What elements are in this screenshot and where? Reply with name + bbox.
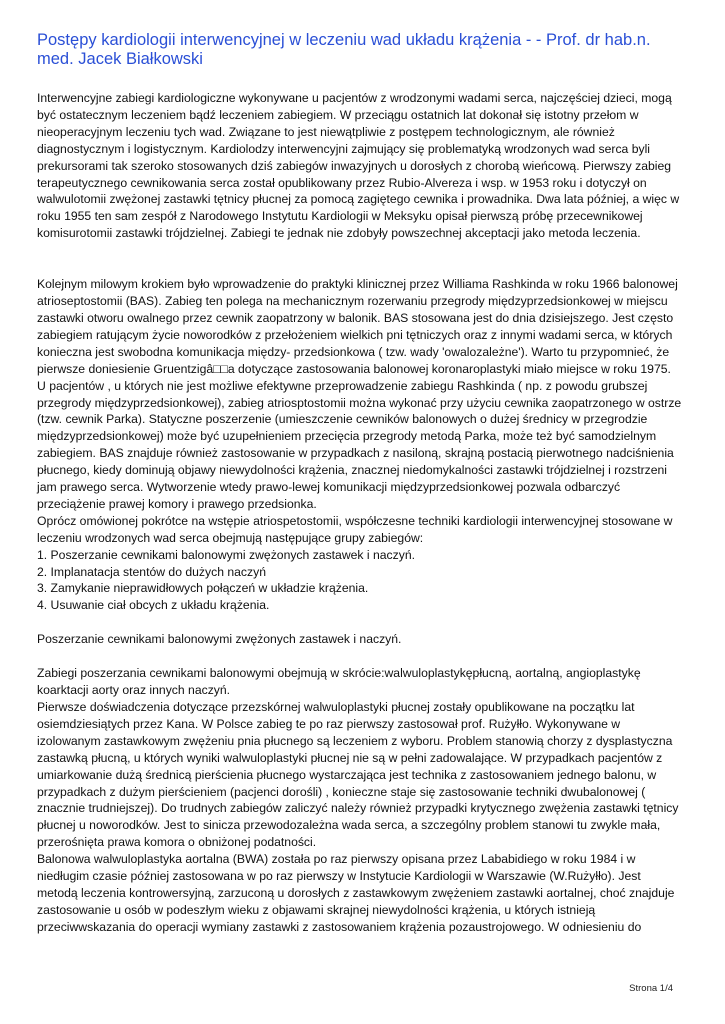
paragraph-balloon-summary: Zabiegi poszerzania cewnikami balonowymi obejmują w skrócie:walwuloplastykępłucną, aortalną, angioplastykę koarktacji aorty oraz innych naczyń.: [37, 666, 641, 698]
paragraph-spacer: [37, 648, 682, 665]
paragraph-spacer: [37, 242, 682, 276]
paragraph-aortic-valvuloplasty: Balonowa walwuloplastyka aortalna (BWA) została po raz pierwszy opisana przez Lababidiego w roku 1984 i w niedługim czasie później zastosowana w po raz pierwszy w Instytucie Kardiologii w Warszawie (W.Rużyłło). Jest metodą leczenia kontrowersyjną, zarzuconą u dorosłych z zastawkowym zwężeniem zastawki aortalnej, choć znajduje zastosowanie u osób w podeszłym wieku z objawami skrajnej niewydolności krążenia, u których istnieją przeciwwskazania do operacji wymiany zastawki z zastosowaniem krążenia pozaustrojowego. W odniesieniu do: [37, 852, 675, 934]
page-title: Postępy kardiologii interwencyjnej w leczeniu wad układu krążenia - - Prof. dr hab.n. med. Jacek Białkowski: [37, 31, 651, 68]
list-item: 3. Zamykanie nieprawidłowych połączeń w układzie krążenia.: [37, 581, 369, 596]
document-body: [37, 90, 682, 936]
list-item: 2. Implanatacja stentów do dużych naczyń: [37, 564, 266, 579]
paragraph-pulmonary-valvuloplasty: Pierwsze doświadczenia dotyczące przezskórnej walwuloplastyki płucnej zostały opublikowane na początku lat osiemdziesiątych przez Kana. W Polsce zabieg te po raz pierwszy zastosował prof. Rużyłło. Wykonywane w izolowanym zastawkowym zwężeniu pnia płucnego są leczeniem z wyboru. Problem stanowią chorzy z dysplastyczna zastawką płucną, u których wyniki walwuloplastyki płucnej nie są w pełni zadowalające. W przypadkach pacjentów z umiarkowanie dużą średnicą pierścienia płucnego wystarczająca jest technika z zastosowaniem jednego balonu, w przypadkach z dużym pierścieniem (pacjenci dorośli) , konieczne staje się zastosowanie techniki dwubalonowej ( znacznie trudniejszej). Do trudnych zabiegów zaliczyć należy również przypadki krytycznego zwężenia zastawki tętnicy płucnej u noworodków. Jest to sinicza przewodozależna wada serca, a szczególny problem stanowi tu zwykle mała, przerośnięta prawa komora o obniżonej podatności.: [37, 700, 679, 850]
section-heading: Poszerzanie cewnikami balonowymi zwężonych zastawek i naczyń.: [37, 632, 402, 647]
paragraph-intro: Interwencyjne zabiegi kardiologiczne wykonywane u pacjentów z wrodzonymi wadami serca, najczęściej dzieci, mogą być ostatecznym leczeniem bądź leczeniem zabiegiem. W przeciągu ostatnich lat dokonał się istotny przełom w nieoperacyjnym leczeniu tych wad. Związane to jest niewątpliwie z postępem technologicznym, ale również diagnostycznym i logistycznym. Kardiolodzy interwencyjni zajmujący się problematyką wrodzonych wad serca byli prekursorami tak szeroko stosowanych dziś zabiegów inwazyjnych u dorosłych z chorobą wieńcową. Pierwszy zabieg terapeutycznego cewnikowania serca został opublikowany przez Rubio-Alvereza i wsp. w 1953 roku i dotyczył on walwulotomii zwężonej zastawki tętnicy płucnej za pomocą zagiętego cewnika i prowadnika. Dwa lata później, a więc w roku 1955 ten sam zespół z Narodowego Instytutu Kardiologii w Meksyku opisał pierwszą próbę przecewnikowej komisurotomii zastawki trójdzielnej. Zabiegi te jednak nie zdobyły powszechnej akceptacji jako metoda leczenia.: [37, 91, 680, 241]
paragraph-spacer: [37, 614, 682, 631]
list-item: 1. Poszerzanie cewnikami balonowymi zwężonych zastawek i naczyń.: [37, 547, 415, 562]
paragraph-bas: Kolejnym milowym krokiem było wprowadzenie do praktyki klinicznej przez Williama Rashkinda w roku 1966 balonowej atrioseptostomii (BAS). Zabieg ten polega na mechanicznym rozerwaniu przegrody międzyprzedsionkowej w miejscu zastawki otworu owalnego przez cewnik zaopatrzony w balonik. BAS stosowana jest do dnia dzisiejszego. Jest często zabiegiem ratującym życie noworodków z przełożeniem wielkich pni tętniczych oraz z innymi wadami serca, w których konieczna jest swobodna komunikacja między- przedsionkowa ( tzw. wady 'owalozależne'). Warto tu przypomnieć, że pierwsze doniesienie Gruentzigâ□□a dotyczące zastosowania balonowej koronaroplastyki miało miejsce w roku 1975. U pacjentów , u których nie jest możliwe efektywne przeprowadzenie zabiegu Rashkinda ( np. z powodu grubszej przegrody międzyprzedsionkowej), zabieg atriosptostomii można wykonać przy użyciu cewnika zaopatrzonego w ostrze (tzw. cewnik Parka). Statyczne poszerzenie (umieszczenie cewników balonowych o dużej średnicy w przegrodzie międzyprzedsionkowej) może być uzupełnieniem przecięcia przegrody metodą Parka, może też być samodzielnym zabiegiem. BAS znajduje również zastosowanie w przypadkach z nasiloną, skrajną postacią pierwotnego nadciśnienia płucnego, kiedy dominują objawy niewydolności krążenia, znacznej niedomykalności zastawki trójdzielnej i rozstrzeni jam prawego serca. Wytworzenie wtedy prawo-lewej komunikacji międzyprzedsionkowej pozwala odbarczyć przeciążenie prawej komory i prawego przedsionka.: [37, 277, 682, 511]
list-item: 4. Usuwanie ciał obcych z układu krążenia.: [37, 598, 270, 613]
page-number: Strona 1/4: [629, 983, 673, 994]
paragraph-techniques-intro: Oprócz omówionej pokrótce na wstępie atriospetostomii, współczesne techniki kardiologii interwencyjnej stosowane w leczeniu wrodzonych wad serca obejmują następujące grupy zabiegów:: [37, 513, 673, 545]
